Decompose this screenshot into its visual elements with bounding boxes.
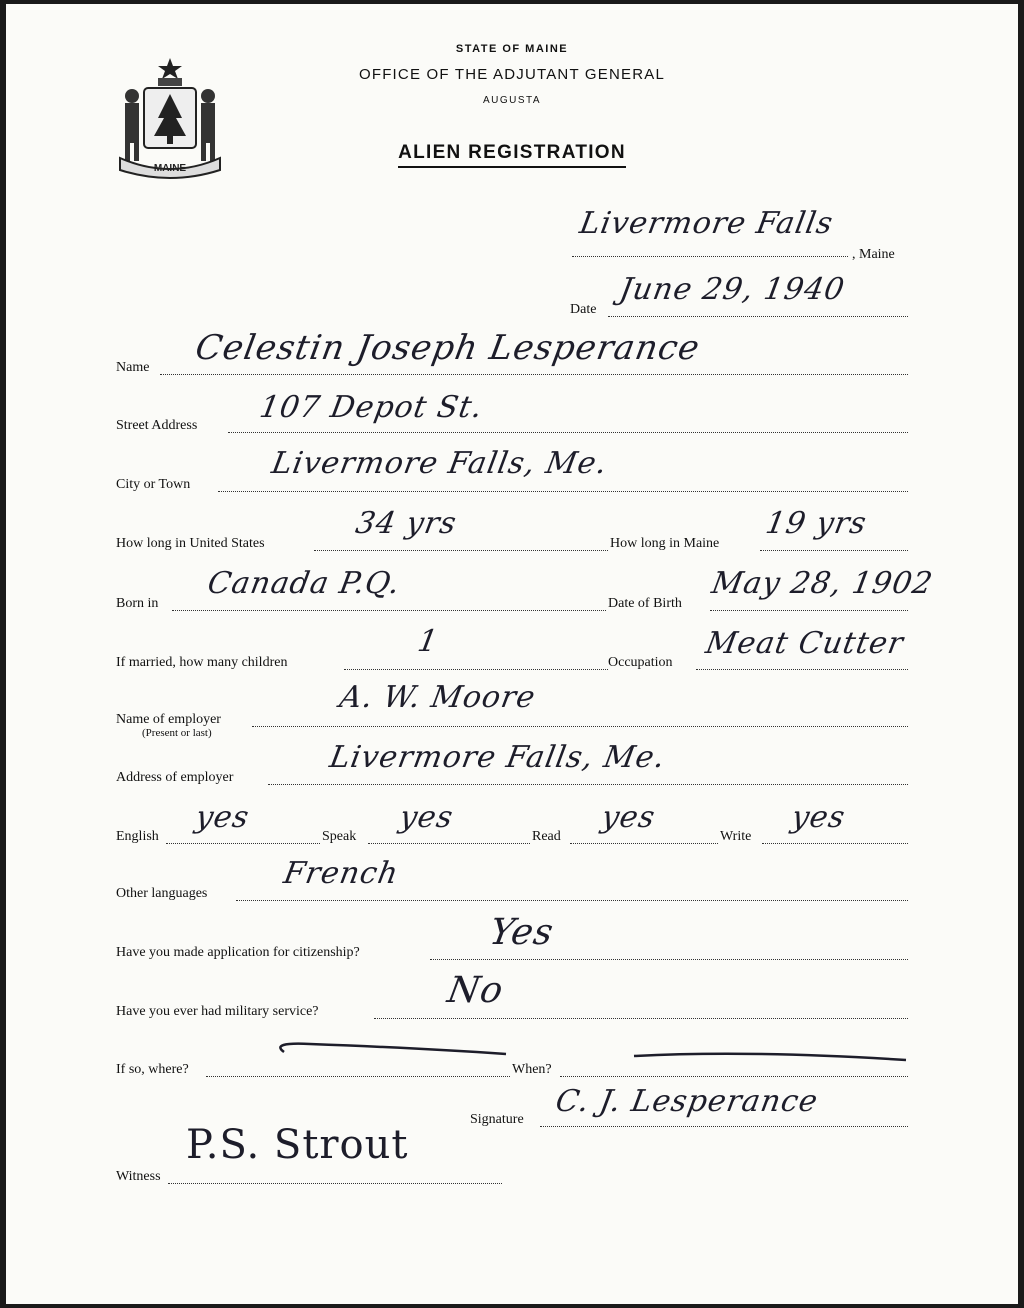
- how-long-maine-line: [760, 550, 908, 551]
- write-label: Write: [720, 829, 752, 844]
- write-value: yes: [788, 800, 849, 835]
- citizenship-label: Have you made application for citizenship?: [116, 945, 360, 960]
- english-line: [166, 843, 320, 844]
- occupation-label: Occupation: [608, 655, 673, 670]
- witness-label: Witness: [116, 1169, 161, 1184]
- speak-line: [368, 843, 530, 844]
- street-address-value: 107 Depot St.: [256, 390, 486, 425]
- read-label: Read: [532, 829, 561, 844]
- born-in-value: Canada P.Q.: [204, 566, 404, 601]
- occupation-value: Meat Cutter: [702, 626, 907, 661]
- citizenship-value: Yes: [486, 912, 558, 953]
- how-long-us-label: How long in United States: [116, 536, 265, 551]
- how-long-maine-label: How long in Maine: [610, 536, 720, 551]
- signature-value: C. J. Lesperance: [552, 1084, 821, 1119]
- name-line: [160, 374, 908, 375]
- signature-label: Signature: [470, 1112, 524, 1127]
- name-label: Name: [116, 360, 150, 375]
- other-languages-value: French: [280, 856, 402, 891]
- military-line: [374, 1018, 908, 1019]
- maine-label: , Maine: [852, 247, 895, 262]
- name-value: Celestin Joseph Lesperance: [192, 328, 704, 368]
- children-line: [344, 669, 608, 670]
- citizenship-line: [430, 959, 908, 960]
- street-address-label: Street Address: [116, 418, 198, 433]
- employer-address-line: [268, 784, 908, 785]
- english-value: yes: [192, 800, 253, 835]
- city-heading: AUGUSTA: [482, 95, 542, 106]
- how-long-us-line: [314, 550, 608, 551]
- how-long-maine-value: 19 yrs: [762, 506, 870, 541]
- date-label: Date: [570, 302, 597, 317]
- military-label: Have you ever had military service?: [116, 1004, 319, 1019]
- where-dash-mark: [270, 1036, 510, 1066]
- town-value: Livermore Falls: [576, 206, 837, 241]
- employer-label: Name of employer: [116, 712, 221, 727]
- english-label: English: [116, 829, 159, 844]
- employer-value: A. W. Moore: [336, 680, 539, 715]
- employer-address-value: Livermore Falls, Me.: [326, 740, 669, 775]
- state-heading: STATE OF MAINE: [455, 43, 569, 55]
- speak-label: Speak: [322, 829, 357, 844]
- when-label: When?: [512, 1062, 552, 1077]
- witness-value: P.S. Strout: [186, 1122, 409, 1168]
- other-languages-label: Other languages: [116, 886, 208, 901]
- date-of-birth-line: [710, 610, 908, 611]
- town-line: [572, 256, 848, 257]
- date-value: June 29, 1940: [616, 272, 848, 307]
- employer-sub-label: (Present or last): [142, 727, 212, 739]
- seal-banner: MAINE: [153, 163, 187, 174]
- speak-value: yes: [396, 800, 457, 835]
- if-so-where-line: [206, 1076, 510, 1077]
- when-line: [560, 1076, 908, 1077]
- date-line: [608, 316, 908, 317]
- employer-address-label: Address of employer: [116, 770, 234, 785]
- if-so-where-label: If so, where?: [116, 1062, 189, 1077]
- office-heading: OFFICE OF THE ADJUTANT GENERAL: [358, 66, 666, 83]
- street-address-line: [228, 432, 908, 433]
- read-value: yes: [598, 800, 659, 835]
- city-line: [218, 491, 908, 492]
- other-languages-line: [236, 900, 908, 901]
- date-of-birth-value: May 28, 1902: [708, 566, 936, 601]
- children-value: 1: [414, 624, 442, 659]
- city-label: City or Town: [116, 477, 191, 492]
- occupation-line: [696, 669, 908, 670]
- born-in-line: [172, 610, 606, 611]
- read-line: [570, 843, 718, 844]
- date-of-birth-label: Date of Birth: [608, 596, 682, 611]
- witness-line: [168, 1183, 502, 1184]
- military-value: No: [444, 970, 507, 1011]
- city-value: Livermore Falls, Me.: [268, 446, 611, 481]
- children-label: If married, how many children: [116, 655, 288, 670]
- signature-line: [540, 1126, 908, 1127]
- write-line: [762, 843, 908, 844]
- when-dash-mark: [630, 1044, 910, 1068]
- born-in-label: Born in: [116, 596, 159, 611]
- how-long-us-value: 34 yrs: [352, 506, 460, 541]
- form-title: ALIEN REGISTRATION: [0, 142, 1024, 164]
- employer-line: [252, 726, 908, 727]
